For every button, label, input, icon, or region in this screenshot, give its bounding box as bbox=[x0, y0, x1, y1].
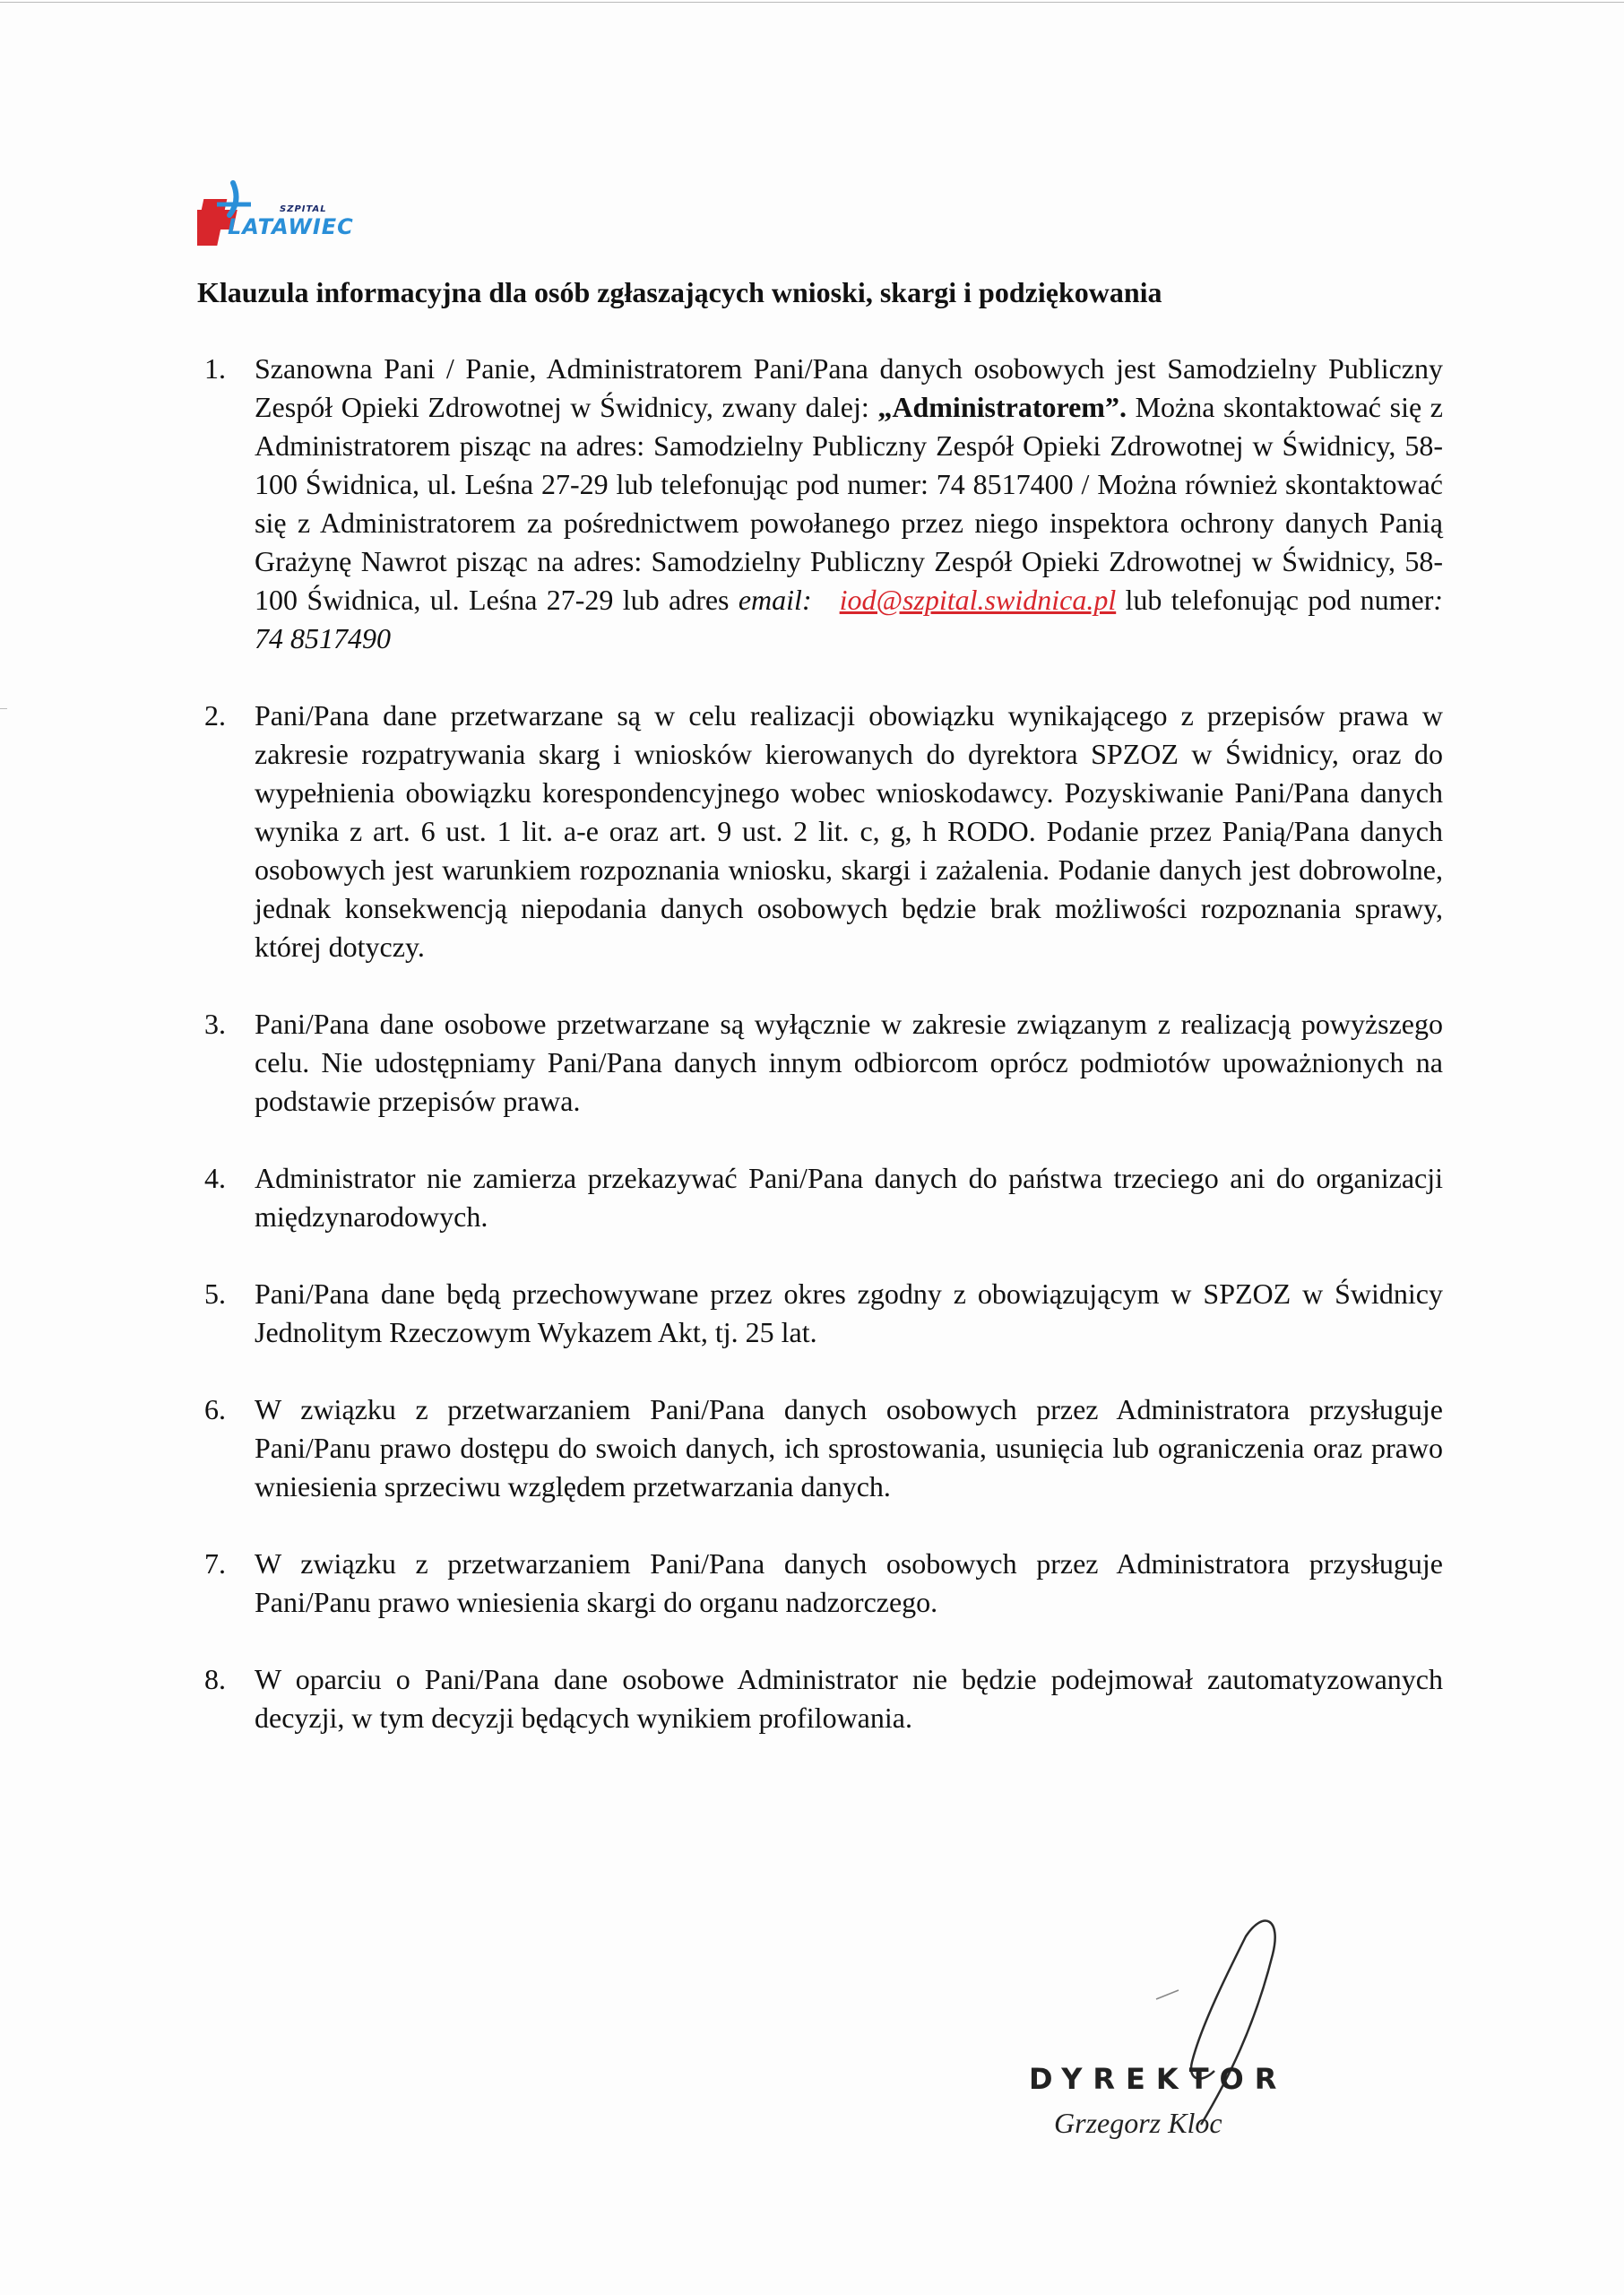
list-item bbox=[197, 350, 1443, 658]
item-number: 5. bbox=[204, 1277, 226, 1310]
logo-top-text: SZPITAL bbox=[280, 204, 327, 214]
signature-title: DYREKTOR bbox=[1029, 2062, 1288, 2096]
item-text: W oparciu o Pani/Pana dane osobowe Administrator nie będzie podejmował zautomatyzowanych decyzji, w tym decyzji będących wynikiem profilowania. bbox=[255, 1663, 1443, 1734]
item-text: Pani/Pana dane przetwarzane są w celu realizacji obowiązku wynikającego z przepisów prawa w zakresie rozpatrywania skarg i wniosków kierowanych do dyrektora SPZOZ w Świdnicy, oraz do wypełnienia obowiązku korespondencyjnego wobec wnioskodawcy. Pozyskiwanie Pani/Pana danych wynika z art. 6 ust. 1 lit. a-e oraz art. 9 ust. 2 lit. c, g, h RODO. Podanie przez Panią/Pana danych osobowych jest warunkiem rozpoznania wniosku, skargi i zażalenia. Podanie danych jest dobrowolne, jednak konsekwencją niepodania danych osobowych będzie brak możliwości rozpoznania sprawy, której dotyczy. bbox=[255, 699, 1443, 963]
logo-main-text: LATAWIEC bbox=[228, 214, 354, 239]
document-heading: Klauzula informacyjna dla osób zgłaszających wnioski, skargi i podziękowania bbox=[197, 276, 1162, 308]
item-number: 2. bbox=[204, 699, 226, 732]
item-text: Pani/Pana dane będą przechowywane przez okres zgodny z obowiązującym w SPZOZ w Świdnicy Jednolitym Rzeczowym Wykazem Akt, tj. 25 lat. bbox=[255, 1277, 1443, 1348]
item-text: Szanowna Pani / Panie, Administratorem Pani/Pana danych osobowych jest Samodzielny Publiczny Zespół Opieki Zdrowotnej w Świdnicy, zwany dalej: „Administratorem”. Można skontaktować się z Administratorem pisząc na adres: Samodzielny Publiczny Zespół Opieki Zdrowotnej w Świdnicy, 58-100 Świdnica, ul. Leśna 27-29 lub telefonując pod numer: 74 8517400 / Można również skontaktować się z Administratorem za pośrednictwem powołanego przez niego inspektora ochrony danych Panią Grażynę Nawrot pisząc na adres: Samodzielny Publiczny Zespół Opieki Zdrowotnej w Świdnicy, 58-100 Świdnica, ul. Leśna 27-29 lub adres email: iod@szpital.swidnica.pl lub telefonując pod numer: 74 8517490 bbox=[255, 352, 1444, 654]
item-number: 3. bbox=[204, 1008, 226, 1040]
list-item bbox=[197, 1390, 1443, 1506]
phone-number: : 74 8517490 bbox=[255, 584, 1444, 654]
signature-name: Grzegorz Kloc bbox=[1054, 2107, 1222, 2139]
item-text: W związku z przetwarzaniem Pani/Pana danych osobowych przez Administratora przysługuje Pani/Panu prawo wniesienia skargi do organu nadzorczego. bbox=[255, 1547, 1443, 1618]
email-label: email: bbox=[738, 584, 812, 616]
list-item bbox=[197, 1005, 1443, 1121]
item-number: 6. bbox=[204, 1393, 226, 1425]
item-number: 4. bbox=[204, 1162, 226, 1194]
clause-list bbox=[197, 350, 1443, 1776]
email-link[interactable]: iod@szpital.swidnica.pl bbox=[839, 584, 1117, 616]
handwritten-signature bbox=[1022, 1901, 1344, 2134]
list-item bbox=[197, 1545, 1443, 1622]
scan-edge-top bbox=[0, 2, 1624, 3]
item-text: Pani/Pana dane osobowe przetwarzane są wyłącznie w zakresie związanym z realizacją powyższego celu. Nie udostępniamy Pani/Pana danych innym odbiorcom oprócz podmiotów upoważnionych na podstawie przepisów prawa. bbox=[255, 1008, 1443, 1117]
item-text: W związku z przetwarzaniem Pani/Pana danych osobowych przez Administratora przysługuje Pani/Panu prawo dostępu do swoich danych, ich sprostowania, usunięcia lub ograniczenia oraz prawo wniesienia sprzeciwu względem przetwarzania danych. bbox=[255, 1393, 1443, 1503]
list-item bbox=[197, 697, 1443, 966]
item-number: 7. bbox=[204, 1547, 226, 1580]
item-text: Administrator nie zamierza przekazywać Pani/Pana danych do państwa trzeciego ani do organizacji międzynarodowych. bbox=[255, 1162, 1443, 1233]
list-item bbox=[197, 1660, 1443, 1737]
scan-edge-left-mark bbox=[0, 708, 7, 709]
administrator-term: „Administratorem”. bbox=[877, 391, 1127, 423]
item-number: 1. bbox=[204, 352, 226, 385]
list-item bbox=[197, 1159, 1443, 1236]
list-item bbox=[197, 1275, 1443, 1352]
item-number: 8. bbox=[204, 1663, 226, 1695]
